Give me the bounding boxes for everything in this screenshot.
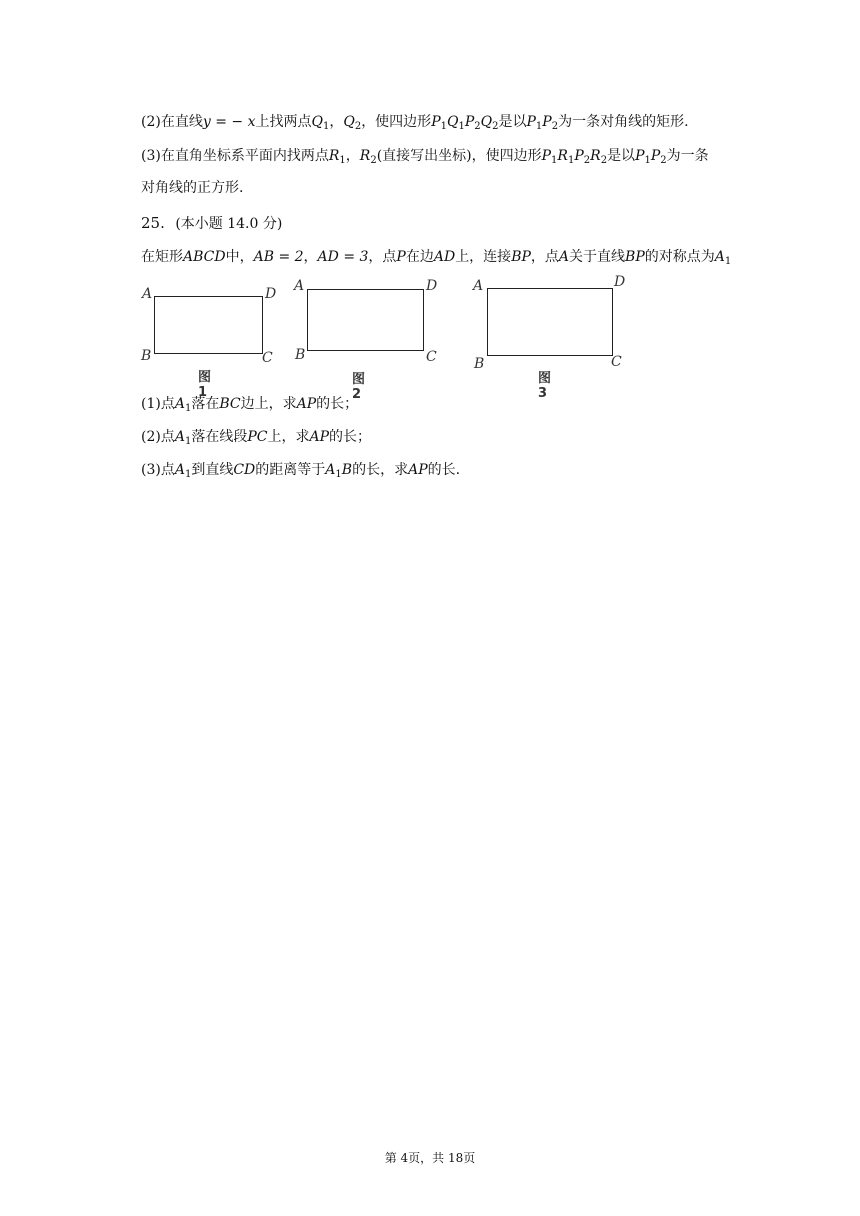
rectangle-abcd (487, 288, 613, 356)
vertex-label-d: D (426, 278, 438, 294)
rectangle-abcd (154, 296, 263, 354)
vertex-label-b: B (474, 356, 485, 372)
q25-sub1: (1)点$A_1$落在BC边上，求AP的长； (141, 396, 359, 414)
vertex-label-c: C (426, 349, 437, 365)
question-points: (本小题 14.0 分) (175, 216, 283, 232)
question-number: 25. (141, 214, 165, 232)
q24-part3: (3)在直角坐标系平面内找两点$R_1$，$R_2$(直接写出坐标)，使四边形$P_1R_1P_2R_2$是以$P_1P_2$为一条 (141, 148, 709, 166)
figure-caption: 图1 (198, 370, 212, 400)
page-footer: 第 4页，共 18页 (384, 1151, 476, 1165)
q25-sub3: (3)点$A_1$到直线CD的距离等于$A_1B$的长，求AP的长. (141, 462, 461, 480)
q25-stem: 在矩形ABCD中，AB = 2，AD = 3，点P在边AD上，连接BP，点A关于直线BP的对称点为$A_1$ (141, 249, 732, 267)
figure-caption: 图2 (352, 372, 366, 402)
q24-part3-continued: 对角线的正方形. (141, 180, 244, 196)
vertex-label-b: B (141, 348, 152, 364)
vertex-label-d: D (614, 274, 626, 290)
vertex-label-a: A (142, 286, 153, 302)
q25-header (141, 213, 282, 234)
vertex-label-a: A (294, 278, 305, 294)
rectangle-abcd (307, 289, 424, 351)
vertex-label-a: A (473, 278, 484, 294)
q25-sub2: (2)点$A_1$落在线段PC上，求AP的长； (141, 429, 372, 447)
figure-caption: 图3 (538, 371, 552, 401)
vertex-label-d: D (265, 286, 277, 302)
vertex-label-b: B (295, 347, 306, 363)
q24-part2: (2)在直线y = − x上找两点$Q_1$，$Q_2$，使四边形$P_1Q_1P_2Q_2$是以$P_1P_2$为一条对角线的矩形. (141, 114, 689, 132)
vertex-label-c: C (611, 354, 622, 370)
vertex-label-c: C (262, 350, 273, 366)
